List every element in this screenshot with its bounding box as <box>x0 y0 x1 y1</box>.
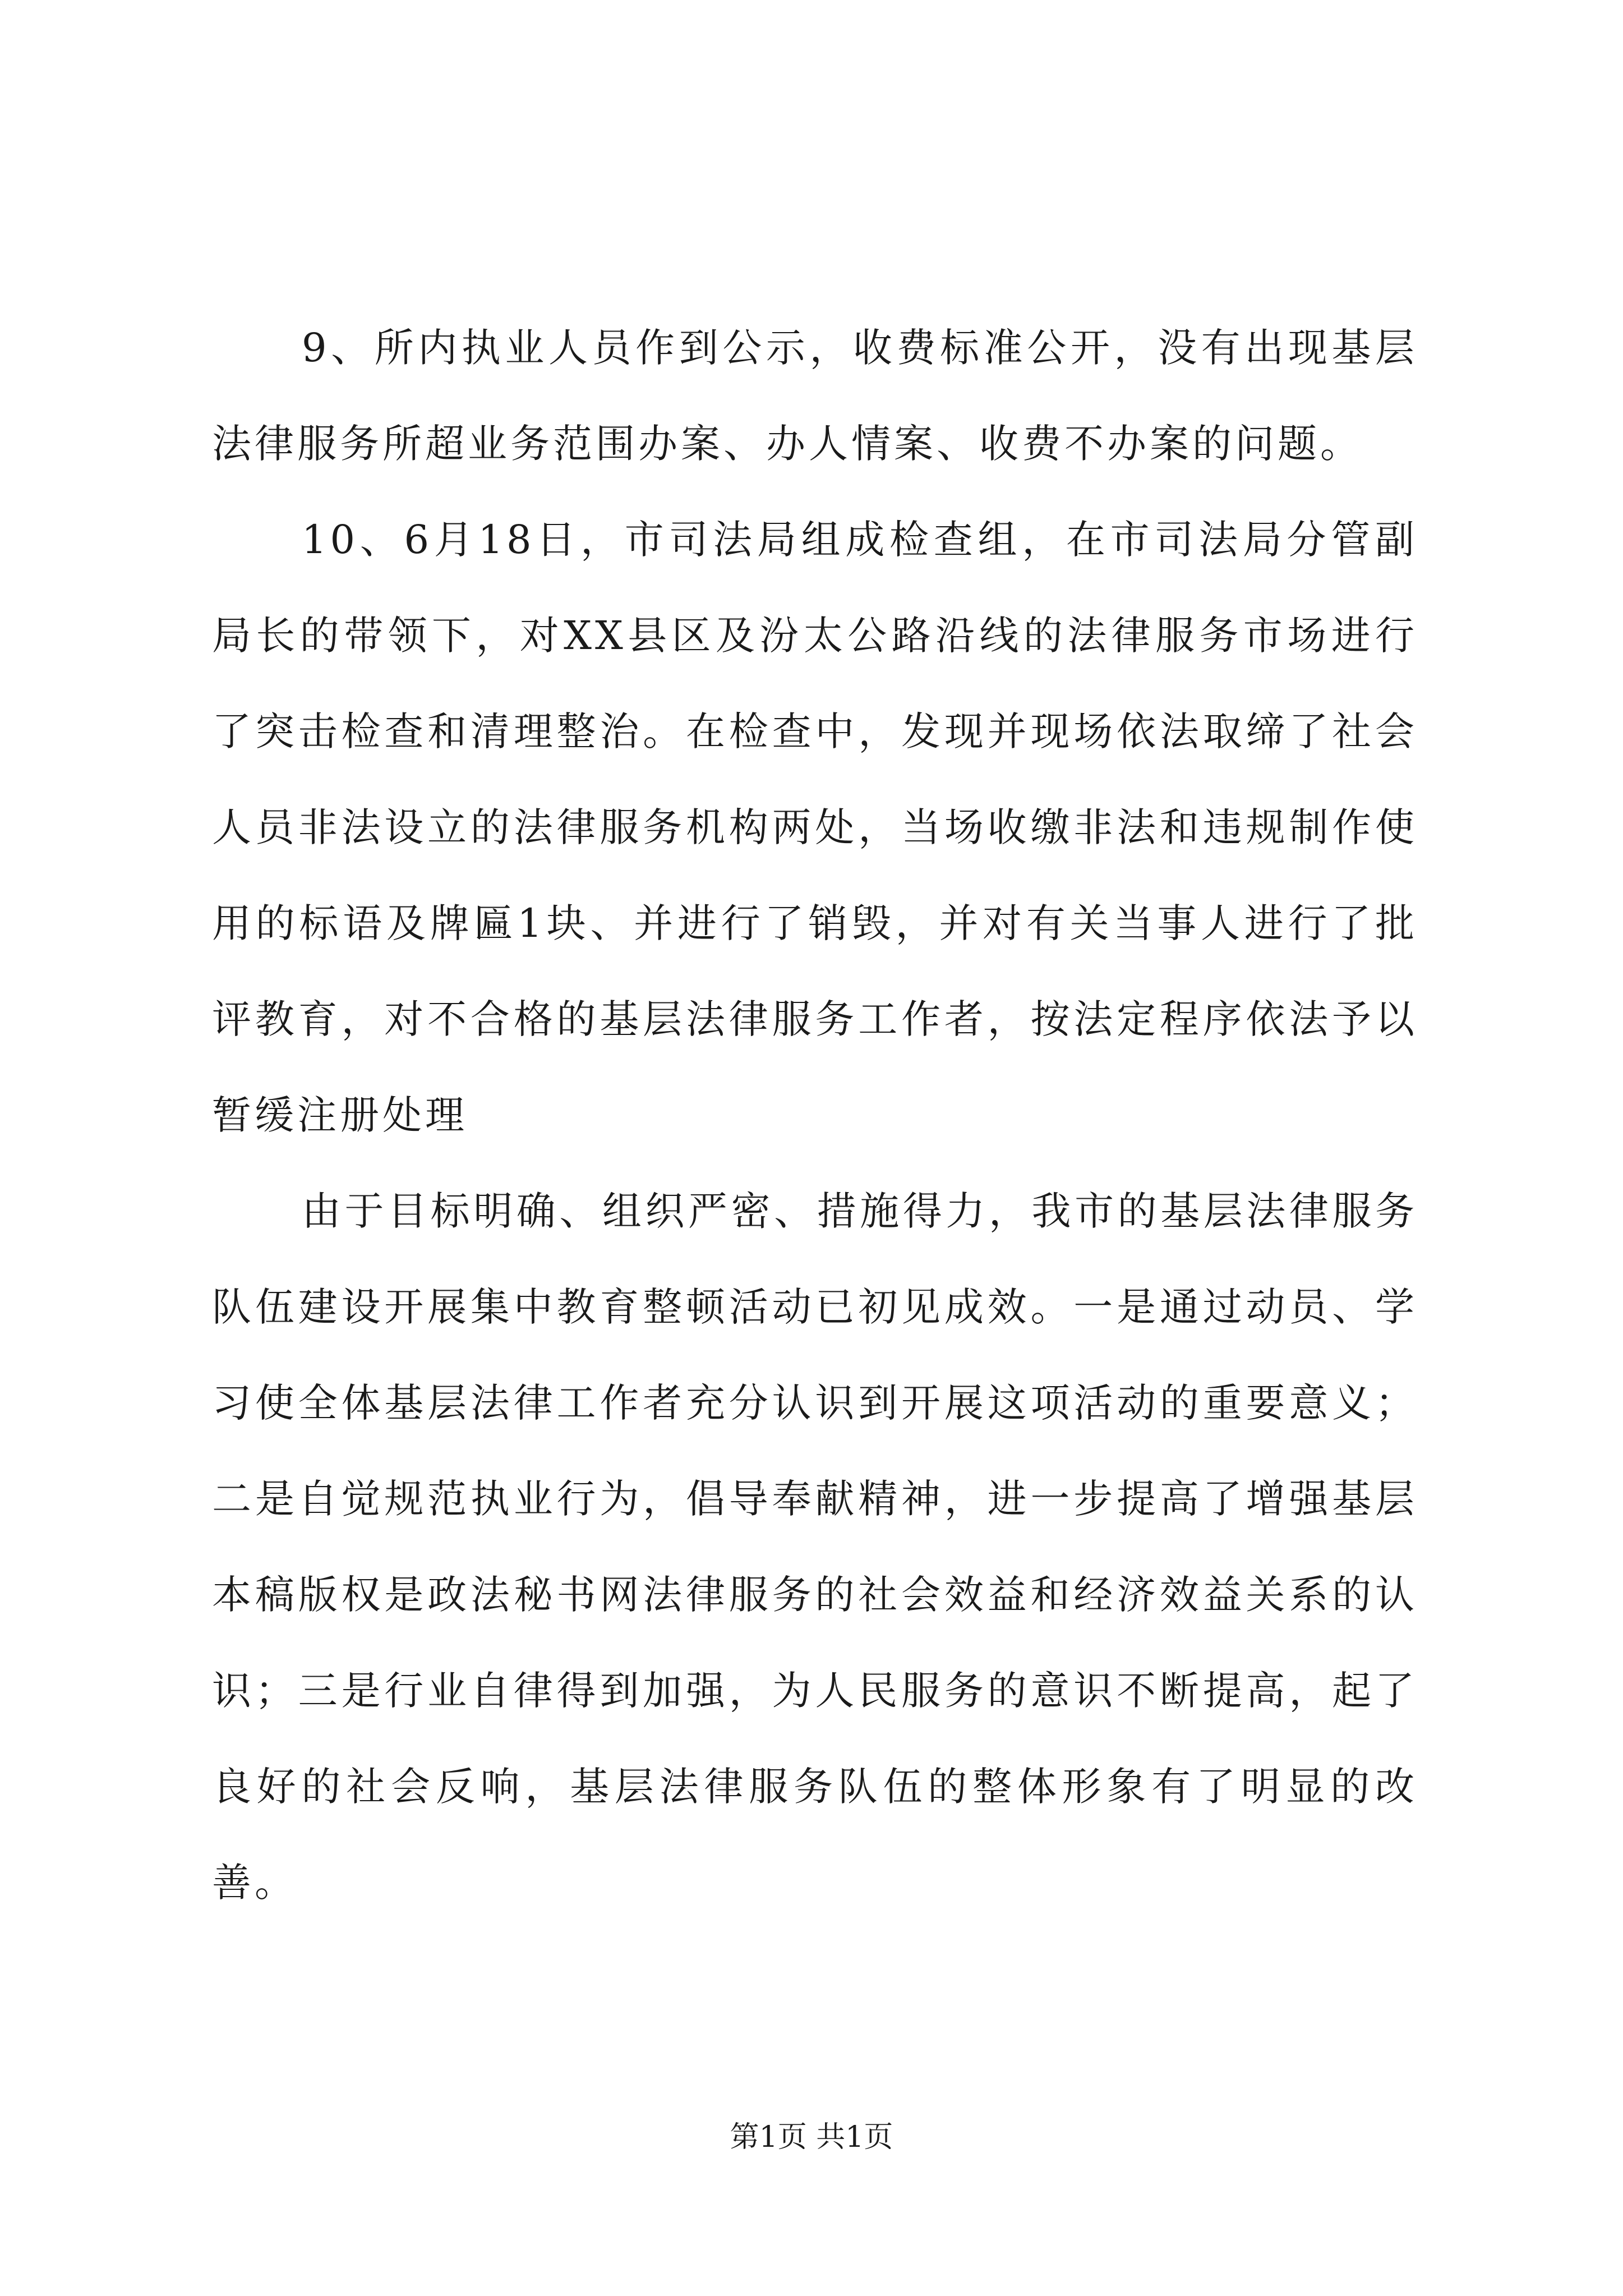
paragraph-item-9: 9、所内执业人员作到公示，收费标准公开，没有出现基层法律服务所超业务范围办案、办人情案、收费不办案的问题。 <box>212 325 1418 467</box>
paragraph-summary: 由于目标明确、组织严密、措施得力，我市的基层法律服务队伍建设开展集中教育整顿活动已初见成效。一是通过动员、学习使全体基层法律工作者充分认识到开展这项活动的重要意义；二是自觉规范执业行为，倡导奉献精神，进一步提高了增强基层本稿版权是政法秘书网法律服务的社会效益和经济效益关系的认识；三是行业自律得到加强，为人民服务的意识不断提高，起了良好的社会反响，基层法律服务队伍的整体形象有了明显的改善。 <box>212 1188 1418 1906</box>
document-body <box>212 300 1418 1931</box>
paragraph-item-10: 10、6月18日，市司法局组成检查组，在市司法局分管副局长的带领下，对XX县区及汾太公路沿线的法律服务市场进行了突击检查和清理整治。在检查中，发现并现场依法取缔了社会人员非法设立的法律服务机构两处，当场收缴非法和违规制作使用的标语及牌匾1块、并进行了销毁，并对有关当事人进行了批评教育，对不合格的基层法律服务工作者，按法定程序依法予以暂缓注册处理 <box>212 517 1418 1138</box>
page-footer: 第1页 共1页 <box>730 2120 893 2154</box>
